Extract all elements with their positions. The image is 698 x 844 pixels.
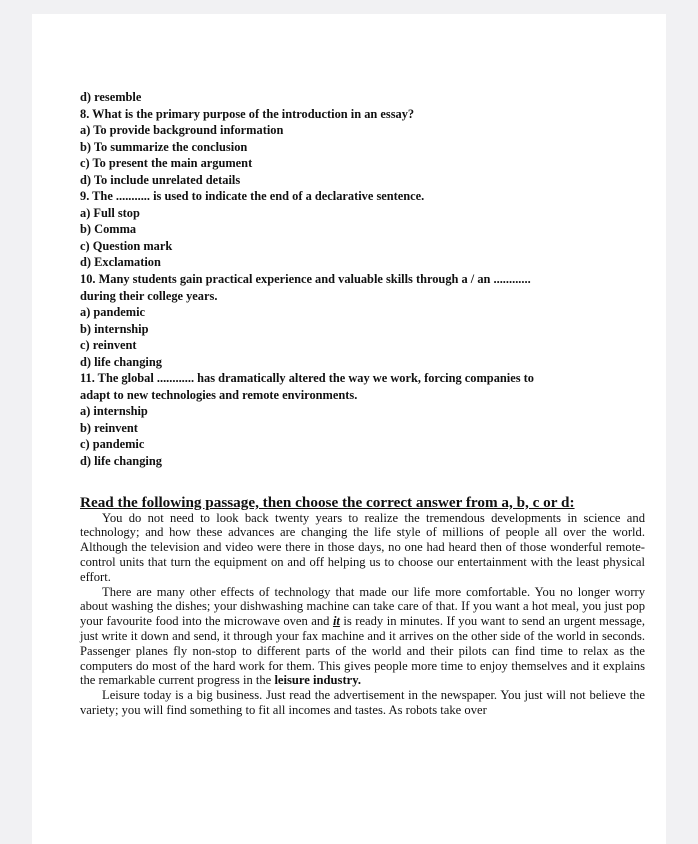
option-line: a) pandemic [80,305,146,320]
option-line: c) To present the main argument [80,156,253,171]
option-line: a) Full stop [80,205,140,220]
question-8: 8. What is the primary purpose of the introduction in an essay? [80,106,415,121]
question-10: 10. Many students gain practical experience and valuable skills through a / an ............ [80,272,531,287]
option-line: d) resemble [80,90,142,104]
option-line: b) Comma [80,222,137,237]
option-line: d) life changing [80,354,162,369]
passage-text: is ready in minutes. If you want to send an urgent message, just write it down and send, it through your fax machine and it arrives on the other side of the world in seconds. Passenger planes fly non-stop to different parts of the world and their pilots can find time to relax as the computers do most of the hard work for them. This gives people more time to enjoy themselves and it explains the remarkable current progress in the [80,614,645,688]
option-line: d) To include unrelated details [80,172,241,187]
question-10-continued: during their college years. [80,288,218,303]
option-line: c) Question mark [80,238,173,253]
questions-block [80,89,645,470]
option-line: d) Exclamation [80,255,161,270]
option-line: a) internship [80,404,148,419]
passage-paragraph-1: You do not need to look back twenty years to realize the tremendous developments in science and technology; and how these advances are changing the life style of millions of people all over the world. Although the television and video were there in those days, no one had heard then of those wonderful remote-control units that turn the equipment on and off helping us to choose our entertainment with the least physical effort. [80,510,645,584]
document-content [80,89,645,718]
passage-text: There are many other effects of technology that made our life more comfortable. You no longer worry about washing the dishes; your dishwashing machine can take care of that. If you want a hot meal, you just pop your favourite food into the microwave oven and [80,584,645,629]
reading-heading: Read the following passage, then choose the correct answer from a, b, c or d: [80,493,575,511]
option-line: c) reinvent [80,338,137,353]
option-line: c) pandemic [80,437,145,452]
document-page [32,14,666,844]
option-line: d) life changing [80,454,162,469]
option-line: a) To provide background information [80,123,284,138]
bold-phrase: leisure industry. [274,673,361,688]
option-line: b) reinvent [80,420,138,435]
emphasized-word: it [332,614,340,629]
option-line: b) To summarize the conclusion [80,139,248,154]
question-11: 11. The global ............ has dramatically altered the way we work, forcing companies to [80,371,534,386]
question-11-continued: adapt to new technologies and remote environments. [80,387,358,402]
option-line: b) internship [80,321,149,336]
passage-paragraph-2 [80,585,645,689]
question-9: 9. The ........... is used to indicate the end of a declarative sentence. [80,189,425,204]
passage-paragraph-3: Leisure today is a big business. Just read the advertisement in the newspaper. You just will not believe the variety; you will find something to fit all incomes and tastes. As robots take over [80,688,645,717]
